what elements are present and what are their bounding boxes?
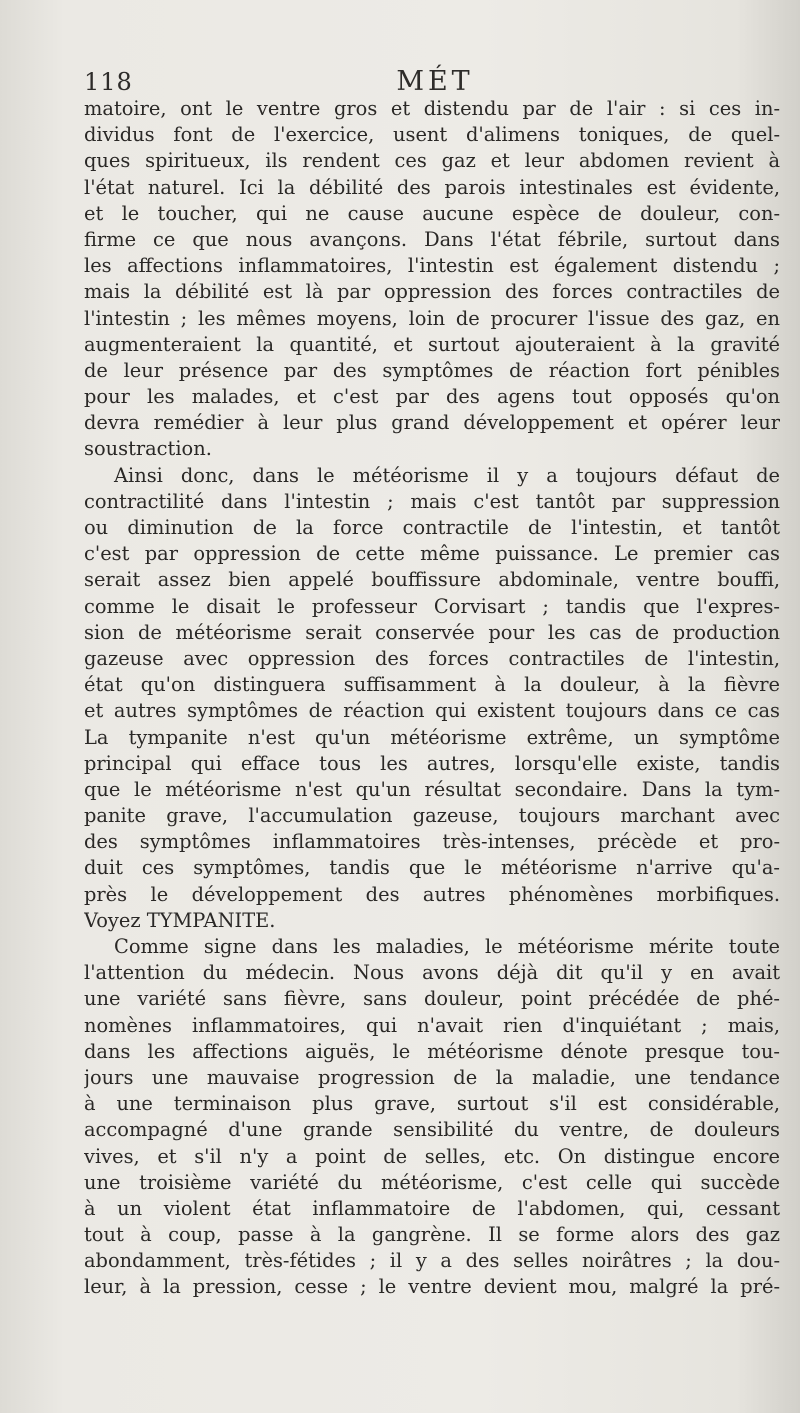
text-line: pour les malades, et c'est par des agens tout opposés qu'on <box>84 385 780 409</box>
text-line: l'intestin ; les mêmes moyens, loin de procurer l'issue des gaz, en <box>84 306 780 330</box>
text-line: ques spiritueux, ils rendent ces gaz et leur abdomen revient à <box>84 149 780 173</box>
text-line: leur, à la pression, cesse ; le ventre devient mou, malgré la pré- <box>84 1275 780 1299</box>
text-line: c'est par oppression de cette même puissance. Le premier cas <box>84 542 780 566</box>
text-line: l'attention du médecin. Nous avons déjà dit qu'il y en avait <box>84 961 780 985</box>
text-line: vives, et s'il n'y a point de selles, etc. On distingue encore <box>84 1144 780 1168</box>
text-line: La tympanite n'est qu'un météorisme extrême, un symptôme <box>84 725 780 749</box>
text-line: soustraction. <box>84 437 212 461</box>
text-line: dans les affections aiguës, le météorisme dénote presque tou- <box>84 1039 780 1063</box>
text-line: état qu'on distinguera suffisamment à la douleur, à la fièvre <box>84 673 780 697</box>
text-line: tout à coup, passe à la gangrène. Il se forme alors des gaz <box>84 1223 780 1247</box>
text-line: accompagné d'une grande sensibilité du ventre, de douleurs <box>84 1118 780 1142</box>
page-header <box>84 62 746 98</box>
text-line: à une terminaison plus grave, surtout s'il est considérable, <box>84 1092 780 1116</box>
page-number: 118 <box>84 68 133 96</box>
text-line: une troisième variété du météorisme, c'est celle qui succède <box>84 1170 780 1194</box>
text-line: devra remédier à leur plus grand développement et opérer leur <box>84 411 780 435</box>
text-line: que le météorisme n'est qu'un résultat secondaire. Dans la tym- <box>84 777 780 801</box>
text-line: abondamment, très-fétides ; il y a des selles noirâtres ; la dou- <box>84 1249 780 1273</box>
text-line: duit ces symptômes, tandis que le météorisme n'arrive qu'a- <box>84 856 780 880</box>
body-text <box>84 96 780 1301</box>
text-line: augmenteraient la quantité, et surtout ajouteraient à la gravité <box>84 332 780 356</box>
text-line: dividus font de l'exercice, usent d'alimens toniques, de quel- <box>84 123 780 147</box>
text-line: des symptômes inflammatoires très-intenses, précède et pro- <box>84 830 780 854</box>
text-line: l'état naturel. Ici la débilité des parois intestinales est évidente, <box>84 175 780 199</box>
running-head: MÉT <box>396 66 474 97</box>
text-line: de leur présence par des symptômes de réaction fort pénibles <box>84 358 780 382</box>
text-line: ou diminution de la force contractile de l'intestin, et tantôt <box>84 516 780 539</box>
text-line: nomènes inflammatoires, qui n'avait rien d'inquiétant ; mais, <box>84 1013 780 1037</box>
text-line: serait assez bien appelé bouffissure abdominale, ventre bouffi, <box>84 568 780 592</box>
text-line: principal qui efface tous les autres, lorsqu'elle existe, tandis <box>84 751 780 775</box>
text-line: à un violent état inflammatoire de l'abdomen, qui, cessant <box>84 1196 780 1220</box>
text-line: et autres symptômes de réaction qui existent toujours dans ce cas <box>84 699 780 723</box>
text-line: panite grave, l'accumulation gazeuse, toujours marchant avec <box>84 804 780 828</box>
text-line: firme ce que nous avançons. Dans l'état fébrile, surtout dans <box>84 227 780 251</box>
text-line: matoire, ont le ventre gros et distendu par de l'air : si ces in- <box>84 97 780 120</box>
text-line: sion de météorisme serait conservée pour les cas de production <box>84 620 780 644</box>
text-line: Voyez TYMPANITE. <box>84 908 276 932</box>
text-line: les affections inflammatoires, l'intestin est également distendu ; <box>84 254 780 278</box>
text-line: une variété sans fièvre, sans douleur, point précédée de phé- <box>84 987 780 1011</box>
text-line: près le développement des autres phénomènes morbifiques. <box>84 882 780 906</box>
text-line: contractilité dans l'intestin ; mais c'est tantôt par suppression <box>84 489 780 513</box>
text-line: gazeuse avec oppression des forces contractiles de l'intestin, <box>84 646 780 670</box>
text-line: comme le disait le professeur Corvisart ; tandis que l'expres- <box>84 594 780 618</box>
text-line: Comme signe dans les maladies, le météorisme mérite toute <box>114 935 780 958</box>
text-line: mais la débilité est là par oppression des forces contractiles de <box>84 280 780 304</box>
text-line: jours une mauvaise progression de la maladie, une tendance <box>84 1065 780 1089</box>
text-line: et le toucher, qui ne cause aucune espèce de douleur, con- <box>84 201 780 225</box>
text-line: Ainsi donc, dans le météorisme il y a toujours défaut de <box>114 463 780 487</box>
